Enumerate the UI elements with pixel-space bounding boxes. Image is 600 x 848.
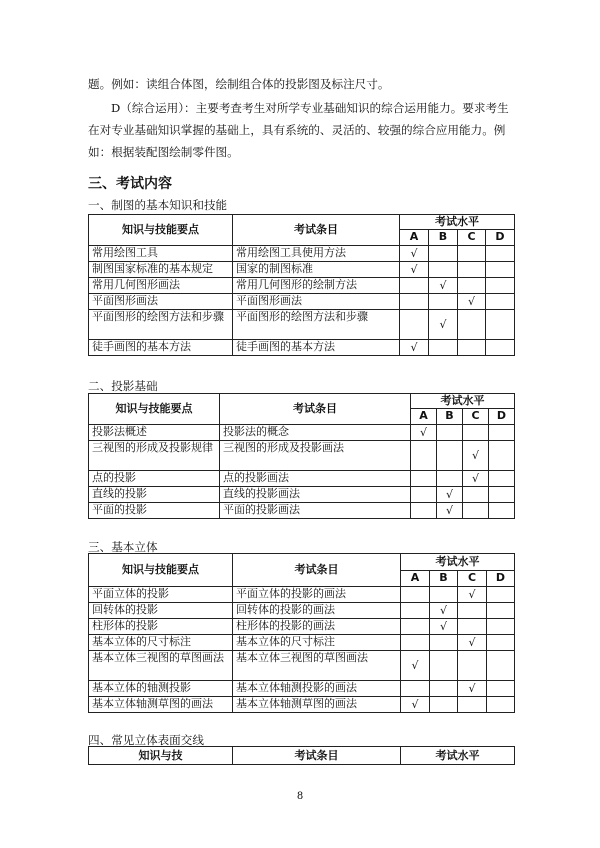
subsection-title: 一、制图的基本知识和技能 (88, 198, 228, 212)
header-exam-level: 考试水平 (401, 554, 515, 571)
level-b-cell (430, 603, 458, 619)
knowledge-point-cell: 点的投影 (89, 471, 220, 487)
subsection-title: 三、基本立体 (88, 540, 158, 554)
level-b-cell (437, 425, 463, 441)
exam-item-cell: 平面的投影画法 (220, 503, 411, 519)
level-d-cell (486, 310, 515, 340)
level-b-cell (429, 262, 458, 278)
check-mark-icon: √ (439, 317, 447, 331)
level-c-cell (463, 487, 489, 503)
header-level-b: B (429, 230, 458, 246)
level-a-cell (401, 635, 430, 651)
level-c-cell (458, 619, 487, 635)
level-d-cell (486, 278, 515, 294)
table-row (89, 246, 515, 262)
level-a-cell (400, 294, 429, 310)
level-b-cell (430, 651, 458, 681)
knowledge-point-cell: 三视图的形成及投影规律 (89, 441, 220, 471)
level-c-cell (463, 503, 489, 519)
level-d-cell (486, 262, 515, 278)
check-mark-icon: √ (468, 635, 476, 649)
paragraph-intro: 题。例如：读组合体图，绘制组合体的投影图及标注尺寸。 (88, 77, 390, 91)
table-row (89, 603, 515, 619)
table-row (89, 340, 515, 356)
table-row (89, 587, 515, 603)
level-a-cell (400, 278, 429, 294)
exam-table (88, 214, 515, 356)
table-row (89, 487, 515, 503)
table-row (89, 471, 515, 487)
level-b-cell (437, 471, 463, 487)
knowledge-point-cell: 徒手画图的基本方法 (89, 340, 233, 356)
exam-item-cell: 基本立体的尺寸标注 (233, 635, 401, 651)
exam-table (88, 746, 515, 765)
level-b-cell (429, 294, 458, 310)
knowledge-point-cell: 平面图形的绘图方法和步骤 (89, 310, 233, 340)
exam-item-cell: 常用几何图形的绘制方法 (233, 278, 400, 294)
level-d-cell (487, 603, 515, 619)
level-d-cell (489, 503, 515, 519)
exam-item-cell: 三视图的形成及投影画法 (220, 441, 411, 471)
level-b-cell (437, 441, 463, 471)
level-b-cell (430, 619, 458, 635)
header-exam-item: 考试条目 (220, 394, 411, 425)
exam-item-cell: 柱形体的投影的画法 (233, 619, 401, 635)
level-c-cell (458, 310, 486, 340)
knowledge-point-cell: 制图国家标准的基本规定 (89, 262, 233, 278)
level-a-cell (400, 310, 429, 340)
header-exam-item: 考试条目 (233, 215, 400, 246)
exam-item-cell: 基本立体三视图的草图画法 (233, 651, 401, 681)
level-d-cell (489, 425, 515, 441)
level-a-cell (401, 651, 430, 681)
level-d-cell (489, 471, 515, 487)
header-knowledge-point: 知识与技 (89, 747, 233, 765)
level-b-cell (430, 635, 458, 651)
exam-item-cell: 国家的制图标准 (233, 262, 400, 278)
knowledge-point-cell: 平面立体的投影 (89, 587, 233, 603)
table-row (89, 635, 515, 651)
table-row (89, 294, 515, 310)
level-c-cell (458, 587, 487, 603)
level-c-cell (458, 294, 486, 310)
level-c-cell (458, 246, 486, 262)
level-c-cell (458, 340, 486, 356)
check-mark-icon: √ (445, 503, 453, 517)
header-level-c: C (463, 409, 489, 425)
level-d-cell (489, 441, 515, 471)
level-a-cell (400, 246, 429, 262)
header-knowledge-point: 知识与技能要点 (89, 394, 220, 425)
table-row (89, 310, 515, 340)
table-row (89, 441, 515, 471)
check-mark-icon: √ (411, 658, 419, 672)
check-mark-icon: √ (411, 697, 419, 711)
level-b-cell (437, 487, 463, 503)
header-level-b: B (430, 571, 458, 587)
check-mark-icon: √ (439, 278, 447, 292)
header-level-a: A (400, 230, 429, 246)
exam-item-cell: 平面图形的绘图方法和步骤 (233, 310, 400, 340)
header-exam-item: 考试条目 (233, 554, 401, 587)
header-exam-level: 考试水平 (400, 215, 515, 230)
check-mark-icon: √ (410, 340, 418, 354)
table-row (89, 651, 515, 681)
table-row (89, 619, 515, 635)
level-c-cell (458, 651, 487, 681)
subsection-title: 四、常见立体表面交线 (88, 733, 204, 747)
exam-item-cell: 平面立体的投影的画法 (233, 587, 401, 603)
check-mark-icon: √ (410, 262, 418, 276)
level-b-cell (429, 340, 458, 356)
table-row (89, 262, 515, 278)
level-c-cell (458, 681, 487, 697)
level-b-cell (429, 246, 458, 262)
level-d-cell (487, 697, 515, 713)
header-exam-level: 考试水平 (411, 394, 515, 409)
exam-item-cell: 基本立体轴测投影的画法 (233, 681, 401, 697)
knowledge-point-cell: 平面的投影 (89, 503, 220, 519)
header-level-d: D (487, 571, 515, 587)
check-mark-icon: √ (471, 471, 479, 485)
level-d-cell (486, 294, 515, 310)
level-c-cell (463, 425, 489, 441)
header-level-a: A (411, 409, 437, 425)
knowledge-point-cell: 基本立体的轴测投影 (89, 681, 233, 697)
level-d-cell (486, 340, 515, 356)
knowledge-point-cell: 基本立体三视图的草图画法 (89, 651, 233, 681)
knowledge-point-cell: 基本立体的尺寸标注 (89, 635, 233, 651)
knowledge-point-cell: 常用几何图形画法 (89, 278, 233, 294)
level-a-cell (400, 340, 429, 356)
exam-table (88, 553, 515, 713)
level-d-cell (487, 635, 515, 651)
level-c-cell (458, 697, 487, 713)
table-row (89, 425, 515, 441)
paragraph-level-d: D（综合运用）：主要考查考生对所学专业基础知识的综合运用能力。要求考生在对专业基础知识掌握的基础上，具有系统的、灵活的、较强的综合应用能力。例如：根据装配图绘制零件图。 (88, 101, 509, 159)
header-exam-level: 考试水平 (401, 747, 515, 765)
level-d-cell (487, 587, 515, 603)
page-number: 8 (296, 791, 304, 802)
check-mark-icon: √ (439, 603, 447, 617)
check-mark-icon: √ (419, 425, 427, 439)
level-a-cell (411, 487, 437, 503)
check-mark-icon: √ (471, 448, 479, 462)
knowledge-point-cell: 平面图形画法 (89, 294, 233, 310)
level-c-cell (458, 278, 486, 294)
level-d-cell (487, 619, 515, 635)
level-b-cell (430, 697, 458, 713)
level-b-cell (430, 587, 458, 603)
subsection-title: 二、投影基础 (88, 379, 158, 393)
level-c-cell (458, 262, 486, 278)
knowledge-point-cell: 直线的投影 (89, 487, 220, 503)
header-level-c: C (458, 230, 486, 246)
exam-item-cell: 投影法的概念 (220, 425, 411, 441)
check-mark-icon: √ (468, 681, 476, 695)
exam-item-cell: 点的投影画法 (220, 471, 411, 487)
knowledge-point-cell: 常用绘图工具 (89, 246, 233, 262)
level-b-cell (429, 310, 458, 340)
knowledge-point-cell: 柱形体的投影 (89, 619, 233, 635)
header-exam-item: 考试条目 (233, 747, 401, 765)
knowledge-point-cell: 投影法概述 (89, 425, 220, 441)
level-a-cell (401, 619, 430, 635)
level-a-cell (400, 262, 429, 278)
header-level-a: A (401, 571, 430, 587)
level-c-cell (458, 635, 487, 651)
exam-item-cell: 平面图形画法 (233, 294, 400, 310)
check-mark-icon: √ (445, 487, 453, 501)
exam-item-cell: 基本立体轴测草图的画法 (233, 697, 401, 713)
exam-table (88, 393, 515, 519)
header-knowledge-point: 知识与技能要点 (89, 215, 233, 246)
level-a-cell (401, 587, 430, 603)
check-mark-icon: √ (467, 294, 475, 308)
level-d-cell (487, 651, 515, 681)
level-a-cell (411, 425, 437, 441)
table-row (89, 697, 515, 713)
check-mark-icon: √ (439, 619, 447, 633)
table-row (89, 278, 515, 294)
exam-item-cell: 回转体的投影的画法 (233, 603, 401, 619)
exam-item-cell: 直线的投影画法 (220, 487, 411, 503)
exam-item-cell: 徒手画图的基本方法 (233, 340, 400, 356)
knowledge-point-cell: 基本立体轴测草图的画法 (89, 697, 233, 713)
level-a-cell (401, 697, 430, 713)
exam-item-cell: 常用绘图工具使用方法 (233, 246, 400, 262)
level-b-cell (430, 681, 458, 697)
check-mark-icon: √ (468, 587, 476, 601)
table-row (89, 503, 515, 519)
knowledge-point-cell: 回转体的投影 (89, 603, 233, 619)
level-a-cell (411, 441, 437, 471)
header-level-c: C (458, 571, 487, 587)
level-c-cell (463, 471, 489, 487)
level-b-cell (429, 278, 458, 294)
level-d-cell (489, 487, 515, 503)
level-d-cell (486, 246, 515, 262)
section-heading: 三、考试内容 (88, 176, 172, 192)
level-a-cell (411, 503, 437, 519)
level-a-cell (401, 681, 430, 697)
level-c-cell (458, 603, 487, 619)
check-mark-icon: √ (410, 246, 418, 260)
table-row (89, 681, 515, 697)
header-level-b: B (437, 409, 463, 425)
header-level-d: D (489, 409, 515, 425)
level-b-cell (437, 503, 463, 519)
level-a-cell (411, 471, 437, 487)
level-d-cell (487, 681, 515, 697)
header-knowledge-point: 知识与技能要点 (89, 554, 233, 587)
level-a-cell (401, 603, 430, 619)
level-c-cell (463, 441, 489, 471)
header-level-d: D (486, 230, 515, 246)
